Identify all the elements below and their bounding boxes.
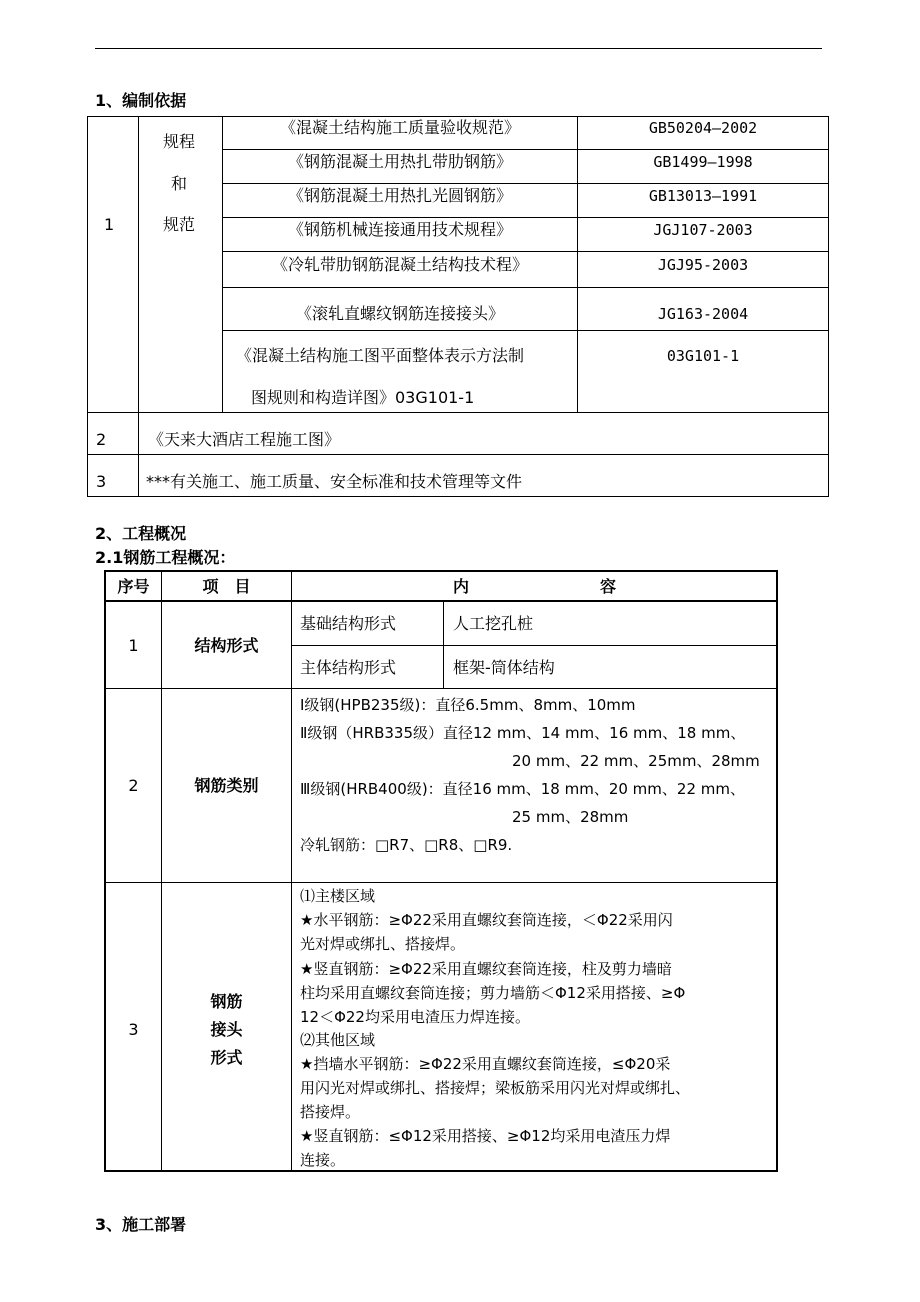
joint-line: 连接。: [300, 1151, 346, 1169]
joint-line: 光对焊或绑扎、搭接焊。: [300, 935, 466, 953]
sub-value-foundation: 人工挖孔桩: [453, 614, 534, 633]
joint-line: ★竖直钢筋：≥Φ22采用直螺纹套筒连接，柱及剪力墙暗: [300, 960, 672, 978]
joint-line: 用闪光对焊或绑扎、搭接焊；梁板筋采用闪光对焊或绑扎、: [300, 1079, 691, 1097]
joint-line: 搭接焊。: [300, 1103, 361, 1121]
standard-name-line2: 图规则和构造详图》03G101-1: [251, 388, 475, 407]
joint-line: 12＜Φ22均采用电渣压力焊连接。: [300, 1008, 530, 1026]
standard-code: GB13013—1991: [648, 187, 758, 205]
basis-row2-no: 2: [96, 430, 107, 449]
sub-label-foundation: 基础结构形式: [300, 614, 397, 633]
standard-code: 03G101-1: [666, 347, 740, 365]
section2-heading: 2、工程概况: [95, 524, 187, 543]
col-header-content-1: 内: [453, 577, 470, 596]
sub-label-main: 主体结构形式: [300, 658, 397, 677]
basis-row3-text: ***有关施工、施工质量、安全标准和技术管理等文件: [146, 472, 523, 491]
rebar-grade-line: 冷轧钢筋：□R7、□R8、□R9.: [300, 836, 513, 854]
overview-row3-no: 3: [128, 1020, 139, 1039]
col-header-content-2: 容: [600, 577, 617, 596]
overview-row2-no: 2: [128, 776, 139, 795]
sub-value-main: 框架-筒体结构: [453, 658, 555, 677]
basis-row3-no: 3: [96, 472, 107, 491]
joint-line: ⑴主楼区域: [300, 887, 376, 905]
joint-line: ★水平钢筋：≥Φ22采用直螺纹套筒连接，＜Φ22采用闪: [300, 911, 673, 929]
overview-row3-item-2: 接头: [210, 1020, 243, 1039]
col-header-no: 序号: [117, 577, 150, 596]
joint-line: ⑵其他区域: [300, 1031, 376, 1049]
basis-row2-text: 《天来大酒店工程施工图》: [148, 430, 341, 449]
section3-heading: 3、施工部署: [95, 1215, 187, 1234]
rebar-grade-line: Ⅱ级钢（HRB335级）直径12 mm、14 mm、16 mm、18 mm、: [300, 724, 746, 742]
category-label-3: 规范: [163, 215, 196, 234]
overview-row3-item-1: 钢筋: [210, 992, 243, 1011]
section2-subheading: 2.1钢筋工程概况：: [95, 548, 236, 567]
standard-code: GB50204—2002: [648, 119, 758, 137]
overview-row2-item: 钢筋类别: [194, 776, 259, 795]
rebar-grade-line: 20 mm、22 mm、25mm、28mm: [512, 752, 760, 770]
standard-name: 《混凝土结构施工质量验收规范》: [279, 118, 520, 137]
standard-name-line1: 《混凝土结构施工图平面整体表示方法制: [236, 346, 525, 365]
standard-code: JGJ107-2003: [653, 221, 753, 239]
overview-row1-no: 1: [128, 636, 139, 655]
section1-heading: 1、编制依据: [95, 91, 187, 110]
standard-code: JG163-2004: [657, 305, 749, 323]
header-rule: [95, 48, 822, 49]
category-label-2: 和: [171, 174, 188, 193]
rebar-grade-line: Ⅰ级钢(HPB235级)：直径6.5mm、8mm、10mm: [300, 696, 636, 714]
standard-code: JGJ95-2003: [657, 256, 749, 274]
rebar-grade-line: 25 mm、28mm: [512, 808, 629, 826]
standard-name: 《滚轧直螺纹钢筋连接接头》: [295, 304, 504, 323]
rebar-grade-line: Ⅲ级钢(HRB400级)：直径16 mm、18 mm、20 mm、22 mm、: [300, 780, 745, 798]
basis-row-no: 1: [104, 215, 115, 234]
category-label-1: 规程: [163, 132, 196, 151]
col-header-item: 项 目: [202, 577, 251, 596]
standard-name: 《钢筋混凝土用热扎带肋钢筋》: [287, 152, 512, 171]
standard-code: GB1499—1998: [653, 153, 753, 171]
joint-line: ★竖直钢筋：≤Φ12采用搭接、≥Φ12均采用电渣压力焊: [300, 1127, 671, 1145]
joint-line: 柱均采用直螺纹套筒连接；剪力墙筋＜Φ12采用搭接、≥Φ: [300, 984, 686, 1002]
standard-name: 《冷轧带肋钢筋混凝土结构技术程》: [271, 255, 528, 274]
overview-row3-item-3: 形式: [210, 1048, 243, 1067]
joint-line: ★挡墙水平钢筋：≥Φ22采用直螺纹套筒连接，≤Φ20采: [300, 1055, 671, 1073]
standard-name: 《钢筋混凝土用热扎光圆钢筋》: [287, 186, 512, 205]
overview-row1-item: 结构形式: [194, 636, 259, 655]
standard-name: 《钢筋机械连接通用技术规程》: [287, 220, 512, 239]
